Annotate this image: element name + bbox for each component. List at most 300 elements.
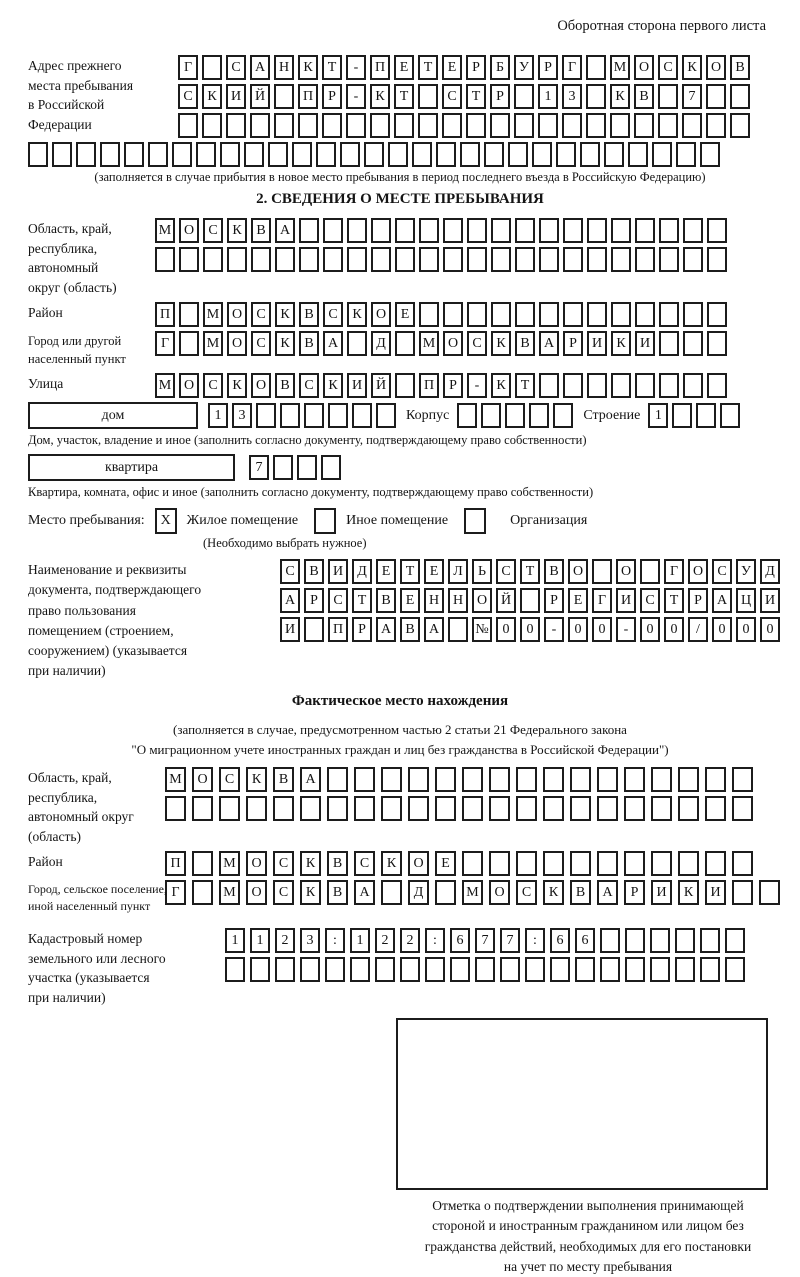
char-cell: Т [664, 588, 684, 613]
char-cell [759, 880, 780, 905]
char-cell [706, 84, 726, 109]
char-cell: К [370, 84, 390, 109]
char-cell [725, 957, 745, 982]
oblast-rows [155, 218, 772, 272]
char-cell [515, 218, 535, 243]
char-cell: Р [563, 331, 583, 356]
checkbox-zhiloe: X [155, 508, 177, 534]
char-cell: С [496, 559, 516, 584]
char-cell: Т [515, 373, 535, 398]
char-cell [323, 218, 343, 243]
char-cell [395, 218, 415, 243]
char-cell [443, 302, 463, 327]
char-cell [226, 113, 246, 138]
char-cell: О [227, 331, 247, 356]
char-cell [196, 142, 216, 167]
option-organizatsiya-label: Организация [510, 513, 588, 528]
char-cell [418, 113, 438, 138]
char-cell [443, 247, 463, 272]
char-cell [625, 957, 645, 982]
char-cell [491, 247, 511, 272]
char-cell: Й [496, 588, 516, 613]
char-cell: К [275, 331, 295, 356]
char-cell: Ц [736, 588, 756, 613]
fact-oblast-rows [165, 767, 772, 821]
char-cell: В [634, 84, 654, 109]
fact-gorod-block [28, 880, 772, 918]
kadastr-row-1 [225, 928, 772, 953]
char-cell: Т [466, 84, 486, 109]
char-cell: О [246, 880, 267, 905]
char-cell: А [250, 55, 270, 80]
char-cell: Г [178, 55, 198, 80]
char-cell [640, 559, 660, 584]
char-cell [327, 796, 348, 821]
char-cell: Д [760, 559, 780, 584]
document-block [28, 559, 776, 683]
kvartira-caption: Квартира, комната, офис и иное (заполнить согласно документу, подтверждающему право собственности) [28, 485, 594, 499]
char-cell: С [280, 559, 300, 584]
char-cell: 0 [640, 617, 660, 642]
char-cell [683, 302, 703, 327]
char-cell [659, 373, 679, 398]
char-cell: Р [538, 55, 558, 80]
document-row-1 [280, 559, 775, 584]
char-cell [563, 373, 583, 398]
char-cell: К [381, 851, 402, 876]
char-cell: Б [490, 55, 510, 80]
char-cell [515, 302, 535, 327]
char-cell: К [610, 84, 630, 109]
korpus-label: Корпус [406, 407, 450, 423]
char-cell: Н [424, 588, 444, 613]
stamp-caption: Отметка о подтверждении выполнения принимающей стороной и иностранным гражданином или лицом без гражданства действий, необходимых для его постановки на учет по месту пребывания [424, 1198, 752, 1274]
char-cell: 7 [500, 928, 520, 953]
char-cell [732, 796, 753, 821]
char-cell [587, 302, 607, 327]
char-cell: С [640, 588, 660, 613]
char-cell: 1 [350, 928, 370, 953]
char-cell [340, 142, 360, 167]
char-cell: Г [562, 55, 582, 80]
char-cell: Г [592, 588, 612, 613]
checkbox-inoe [314, 508, 336, 534]
char-cell [705, 796, 726, 821]
char-cell [371, 218, 391, 243]
char-cell [364, 142, 384, 167]
fact-oblast-block [28, 767, 772, 847]
char-cell [443, 218, 463, 243]
char-cell [298, 113, 318, 138]
char-cell [586, 84, 606, 109]
char-cell: М [155, 373, 175, 398]
char-cell [539, 302, 559, 327]
char-cell: 1 [538, 84, 558, 109]
char-cell: М [203, 331, 223, 356]
char-cell: К [300, 851, 321, 876]
char-cell: 0 [736, 617, 756, 642]
char-cell [192, 880, 213, 905]
char-cell [705, 851, 726, 876]
char-cell: Н [448, 588, 468, 613]
char-cell [707, 302, 727, 327]
char-cell: С [251, 302, 271, 327]
ulitsa-block [28, 373, 772, 398]
char-cell [395, 247, 415, 272]
char-cell: Р [490, 84, 510, 109]
char-cell [178, 113, 198, 138]
char-cell: Е [395, 302, 415, 327]
char-cell [436, 142, 456, 167]
char-cell: С [203, 218, 223, 243]
char-cell [251, 247, 271, 272]
char-cell: М [165, 767, 186, 792]
char-cell: С [273, 880, 294, 905]
option-zhiloe-label: Жилое помещение [186, 513, 299, 528]
fact-gorod-label: Город, сельское поселение, иной населенный пункт [28, 882, 167, 914]
char-cell: М [462, 880, 483, 905]
char-cell: 7 [249, 455, 269, 480]
char-cell [467, 302, 487, 327]
char-cell: Л [448, 559, 468, 584]
kadastr-block [28, 928, 772, 1008]
char-cell [550, 957, 570, 982]
char-cell [652, 142, 672, 167]
char-cell: Г [664, 559, 684, 584]
document-row-2 [280, 588, 776, 613]
char-cell [675, 957, 695, 982]
char-cell [352, 403, 372, 428]
char-cell [347, 218, 367, 243]
char-cell: В [304, 559, 324, 584]
char-cell [203, 247, 223, 272]
char-cell: : [325, 928, 345, 953]
page-side-note: Оборотная сторона первого листа [557, 18, 766, 34]
char-cell [543, 767, 564, 792]
char-cell [491, 218, 511, 243]
char-cell: : [425, 928, 445, 953]
char-cell: Т [322, 55, 342, 80]
char-cell [155, 247, 175, 272]
char-cell: В [327, 880, 348, 905]
char-cell [418, 84, 438, 109]
char-cell [651, 851, 672, 876]
char-cell [370, 113, 390, 138]
char-cell: О [568, 559, 588, 584]
char-cell [275, 957, 295, 982]
char-cell [683, 218, 703, 243]
char-cell: В [400, 617, 420, 642]
char-cell [462, 767, 483, 792]
char-cell [412, 142, 432, 167]
char-cell: К [275, 302, 295, 327]
char-cell [635, 218, 655, 243]
char-cell: Т [520, 559, 540, 584]
char-cell: 6 [450, 928, 470, 953]
char-cell [515, 247, 535, 272]
char-cell [381, 796, 402, 821]
char-cell: Й [250, 84, 270, 109]
char-cell [516, 767, 537, 792]
char-cell: К [323, 373, 343, 398]
char-cell: Р [304, 588, 324, 613]
char-cell: А [300, 767, 321, 792]
char-cell: П [165, 851, 186, 876]
char-cell [586, 55, 606, 80]
char-cell: О [489, 880, 510, 905]
char-cell [508, 142, 528, 167]
char-cell: Е [400, 588, 420, 613]
char-cell [388, 142, 408, 167]
char-cell: Т [418, 55, 438, 80]
char-cell [491, 302, 511, 327]
char-cell [435, 880, 456, 905]
char-cell [500, 957, 520, 982]
char-cell: М [610, 55, 630, 80]
char-cell [489, 767, 510, 792]
char-cell: Р [624, 880, 645, 905]
char-cell: - [346, 55, 366, 80]
char-cell: В [570, 880, 591, 905]
char-cell [635, 373, 655, 398]
char-cell: С [226, 55, 246, 80]
char-cell [624, 851, 645, 876]
char-cell [563, 247, 583, 272]
char-cell [707, 373, 727, 398]
char-cell [543, 796, 564, 821]
char-cell [219, 796, 240, 821]
mesto-prebyvaniya-row [28, 508, 772, 534]
char-cell: Ь [472, 559, 492, 584]
char-cell: М [219, 851, 240, 876]
char-cell [580, 142, 600, 167]
char-cell [659, 331, 679, 356]
char-cell: К [543, 880, 564, 905]
char-cell: С [467, 331, 487, 356]
char-cell: 2 [375, 928, 395, 953]
char-cell: 7 [682, 84, 702, 109]
char-cell [273, 796, 294, 821]
kadastr-label: Кадастровый номер земельного или лесного участка (указывается при наличии) [28, 931, 166, 1005]
prev-address-row-3 [178, 113, 772, 138]
char-cell [172, 142, 192, 167]
char-cell [675, 928, 695, 953]
char-cell [246, 796, 267, 821]
char-cell [525, 957, 545, 982]
char-cell: В [730, 55, 750, 80]
section2-title: 2. СВЕДЕНИЯ О МЕСТЕ ПРЕБЫВАНИЯ [256, 191, 544, 207]
char-cell [490, 113, 510, 138]
char-cell [597, 767, 618, 792]
char-cell [611, 218, 631, 243]
kvartira-field-box: квартира [28, 454, 235, 481]
kadastr-rows [225, 928, 772, 982]
char-cell: Е [394, 55, 414, 80]
char-cell: С [328, 588, 348, 613]
char-cell [610, 113, 630, 138]
char-cell [28, 142, 48, 167]
char-cell [304, 617, 324, 642]
char-cell: И [226, 84, 246, 109]
char-cell [539, 247, 559, 272]
char-cell: Е [435, 851, 456, 876]
char-cell: О [179, 373, 199, 398]
char-cell [650, 957, 670, 982]
char-cell [706, 113, 726, 138]
char-cell [514, 113, 534, 138]
char-cell: С [219, 767, 240, 792]
char-cell [611, 247, 631, 272]
char-cell [475, 957, 495, 982]
char-cell [350, 957, 370, 982]
char-cell [516, 796, 537, 821]
char-cell [408, 796, 429, 821]
char-cell: Р [322, 84, 342, 109]
char-cell: 1 [648, 403, 668, 428]
char-cell [466, 113, 486, 138]
prev-address-row-4 [28, 142, 772, 167]
char-cell [274, 84, 294, 109]
char-cell: У [736, 559, 756, 584]
char-cell: П [155, 302, 175, 327]
char-cell [570, 767, 591, 792]
rayon-row [155, 302, 772, 327]
char-cell [683, 373, 703, 398]
char-cell [394, 113, 414, 138]
rayon-block [28, 302, 772, 327]
char-cell: 0 [496, 617, 516, 642]
char-cell: Р [352, 617, 372, 642]
char-cell [462, 796, 483, 821]
char-cell [347, 247, 367, 272]
char-cell: А [539, 331, 559, 356]
fact-oblast-row-1 [165, 767, 772, 792]
char-cell: 1 [250, 928, 270, 953]
char-cell [467, 247, 487, 272]
char-cell: В [299, 331, 319, 356]
char-cell [682, 113, 702, 138]
ulitsa-label: Улица [28, 376, 64, 391]
char-cell: Д [408, 880, 429, 905]
char-cell: С [516, 880, 537, 905]
char-cell [225, 957, 245, 982]
char-cell: С [299, 373, 319, 398]
char-cell [435, 796, 456, 821]
char-cell: К [682, 55, 702, 80]
char-cell: И [328, 559, 348, 584]
char-cell [520, 588, 540, 613]
char-cell [300, 796, 321, 821]
stroenie-label: Строение [583, 407, 641, 423]
char-cell [575, 957, 595, 982]
char-cell [659, 218, 679, 243]
kvartira-cells [249, 455, 345, 480]
rayon-label: Район [28, 305, 63, 320]
char-cell: В [327, 851, 348, 876]
fact-rayon-row [165, 851, 772, 876]
char-cell [611, 373, 631, 398]
char-cell [539, 373, 559, 398]
char-cell: Р [443, 373, 463, 398]
char-cell [375, 957, 395, 982]
char-cell [700, 928, 720, 953]
fact-oblast-row-2 [165, 796, 772, 821]
kadastr-row-2 [225, 957, 772, 982]
gorod-label: Город или другой населенный пункт [28, 334, 126, 367]
char-cell: Е [424, 559, 444, 584]
document-row-3 [280, 617, 772, 642]
char-cell [586, 113, 606, 138]
char-cell [76, 142, 96, 167]
char-cell: Т [394, 84, 414, 109]
char-cell [354, 796, 375, 821]
char-cell: Н [274, 55, 294, 80]
char-cell [683, 247, 703, 272]
char-cell: К [300, 880, 321, 905]
char-cell: Д [371, 331, 391, 356]
char-cell [683, 331, 703, 356]
char-cell [179, 302, 199, 327]
char-cell: 0 [592, 617, 612, 642]
char-cell [600, 928, 620, 953]
char-cell [220, 142, 240, 167]
char-cell: 2 [400, 928, 420, 953]
char-cell: / [688, 617, 708, 642]
char-cell: О [408, 851, 429, 876]
char-cell [457, 403, 477, 428]
char-cell: - [544, 617, 564, 642]
gorod-block [28, 331, 772, 369]
char-cell [658, 113, 678, 138]
char-cell: И [651, 880, 672, 905]
char-cell: А [376, 617, 396, 642]
char-cell [514, 84, 534, 109]
char-cell: О [688, 559, 708, 584]
char-cell [539, 218, 559, 243]
char-cell [400, 957, 420, 982]
char-cell: А [280, 588, 300, 613]
char-cell [484, 142, 504, 167]
char-cell [419, 218, 439, 243]
char-cell: 0 [664, 617, 684, 642]
char-cell: К [611, 331, 631, 356]
char-cell [635, 302, 655, 327]
char-cell [651, 767, 672, 792]
char-cell: И [347, 373, 367, 398]
char-cell [587, 218, 607, 243]
char-cell: К [227, 218, 247, 243]
char-cell [556, 142, 576, 167]
char-cell: О [179, 218, 199, 243]
char-cell: 0 [760, 617, 780, 642]
prev-address-block [28, 55, 772, 138]
char-cell: А [323, 331, 343, 356]
char-cell: - [346, 84, 366, 109]
char-cell [408, 767, 429, 792]
char-cell: С [323, 302, 343, 327]
fact-gorod-row [165, 880, 772, 905]
mesto-note: (Необходимо выбрать нужное) [203, 536, 367, 550]
char-cell [676, 142, 696, 167]
char-cell: О [246, 851, 267, 876]
char-cell: Т [400, 559, 420, 584]
char-cell [273, 455, 293, 480]
char-cell: О [227, 302, 247, 327]
char-cell: - [467, 373, 487, 398]
char-cell: И [760, 588, 780, 613]
char-cell [347, 331, 367, 356]
dom-row [28, 402, 772, 429]
